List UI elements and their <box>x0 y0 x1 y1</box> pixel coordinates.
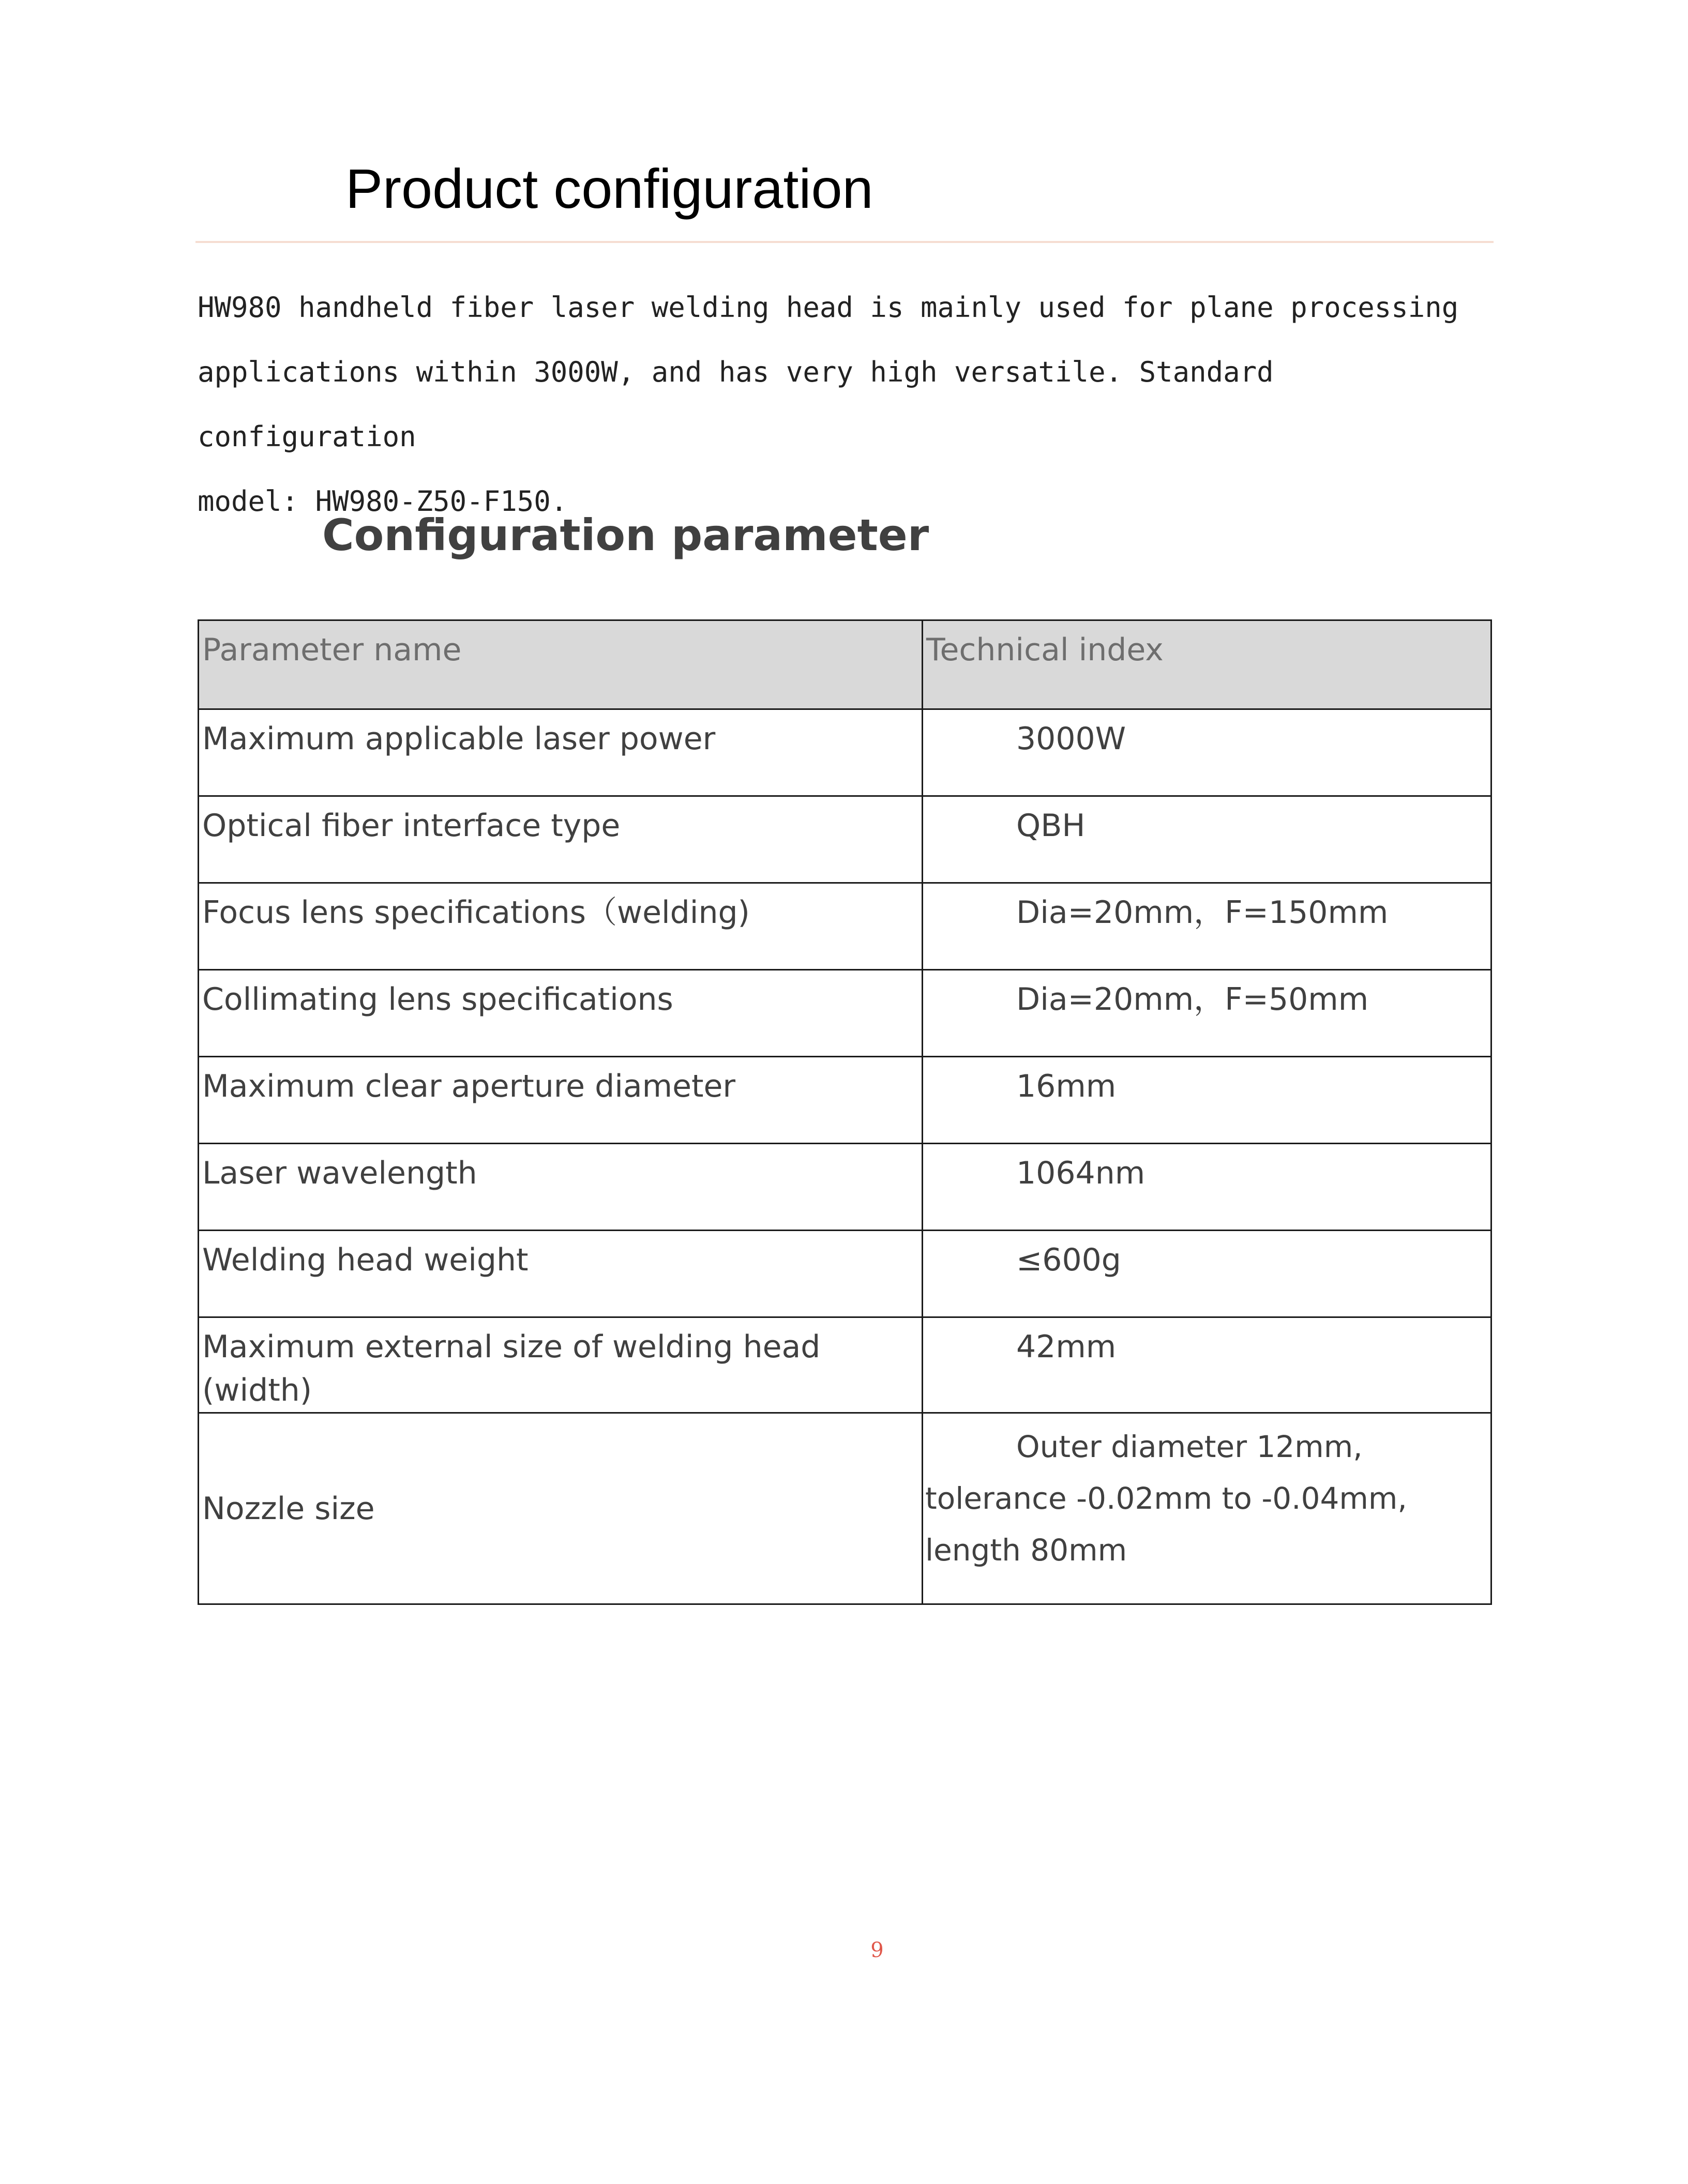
technical-index: Dia=20mm，F=50mm <box>923 970 1491 1057</box>
technical-index: 42mm <box>923 1317 1491 1413</box>
parameter-name: Maximum external size of welding head (width) <box>199 1317 923 1413</box>
table-row <box>199 1231 1491 1317</box>
header-parameter-name: Parameter name <box>199 620 923 709</box>
technical-index: QBH <box>923 796 1491 883</box>
technical-index: ≤600g <box>923 1231 1491 1317</box>
parameter-name: Welding head weight <box>199 1231 923 1317</box>
technical-index: Outer diameter 12mm, tolerance -0.02mm to -0.04mm, length 80mm <box>923 1413 1491 1604</box>
table-row <box>199 796 1491 883</box>
parameter-name: Collimating lens specifications <box>199 970 923 1057</box>
table-row <box>199 970 1491 1057</box>
parameter-name: Maximum clear aperture diameter <box>199 1057 923 1144</box>
table-row <box>199 709 1491 796</box>
technical-index: 1064nm <box>923 1144 1491 1231</box>
table-row <box>199 1317 1491 1413</box>
technical-index: 3000W <box>923 709 1491 796</box>
title-divider <box>195 241 1494 243</box>
page-title: Product configuration <box>345 157 873 220</box>
technical-index: Dia=20mm，F=150mm <box>923 883 1491 970</box>
parameter-name: Maximum applicable laser power <box>199 709 923 796</box>
parameter-name: Nozzle size <box>199 1413 923 1604</box>
section-title: Configuration parameter <box>322 510 929 560</box>
intro-line-3: model: HW980-Z50-F150. <box>198 485 568 518</box>
intro-line-1: HW980 handheld fiber laser welding head is mainly used for plane processing <box>198 291 1459 324</box>
technical-index: 16mm <box>923 1057 1491 1144</box>
table-row <box>199 1413 1491 1604</box>
table-row <box>199 1144 1491 1231</box>
table-row <box>199 883 1491 970</box>
table-header-row <box>199 620 1491 709</box>
parameter-name: Laser wavelength <box>199 1144 923 1231</box>
intro-line-2: applications within 3000W, and has very high versatile. Standard configuration <box>198 356 1274 453</box>
parameter-name: Focus lens specifications（welding) <box>199 883 923 970</box>
configuration-table <box>198 619 1492 1605</box>
table-row <box>199 1057 1491 1144</box>
parameter-name: Optical fiber interface type <box>199 796 923 883</box>
page-number: 9 <box>870 1938 884 1962</box>
header-technical-index: Technical index <box>923 620 1491 709</box>
intro-paragraph <box>198 275 1501 534</box>
